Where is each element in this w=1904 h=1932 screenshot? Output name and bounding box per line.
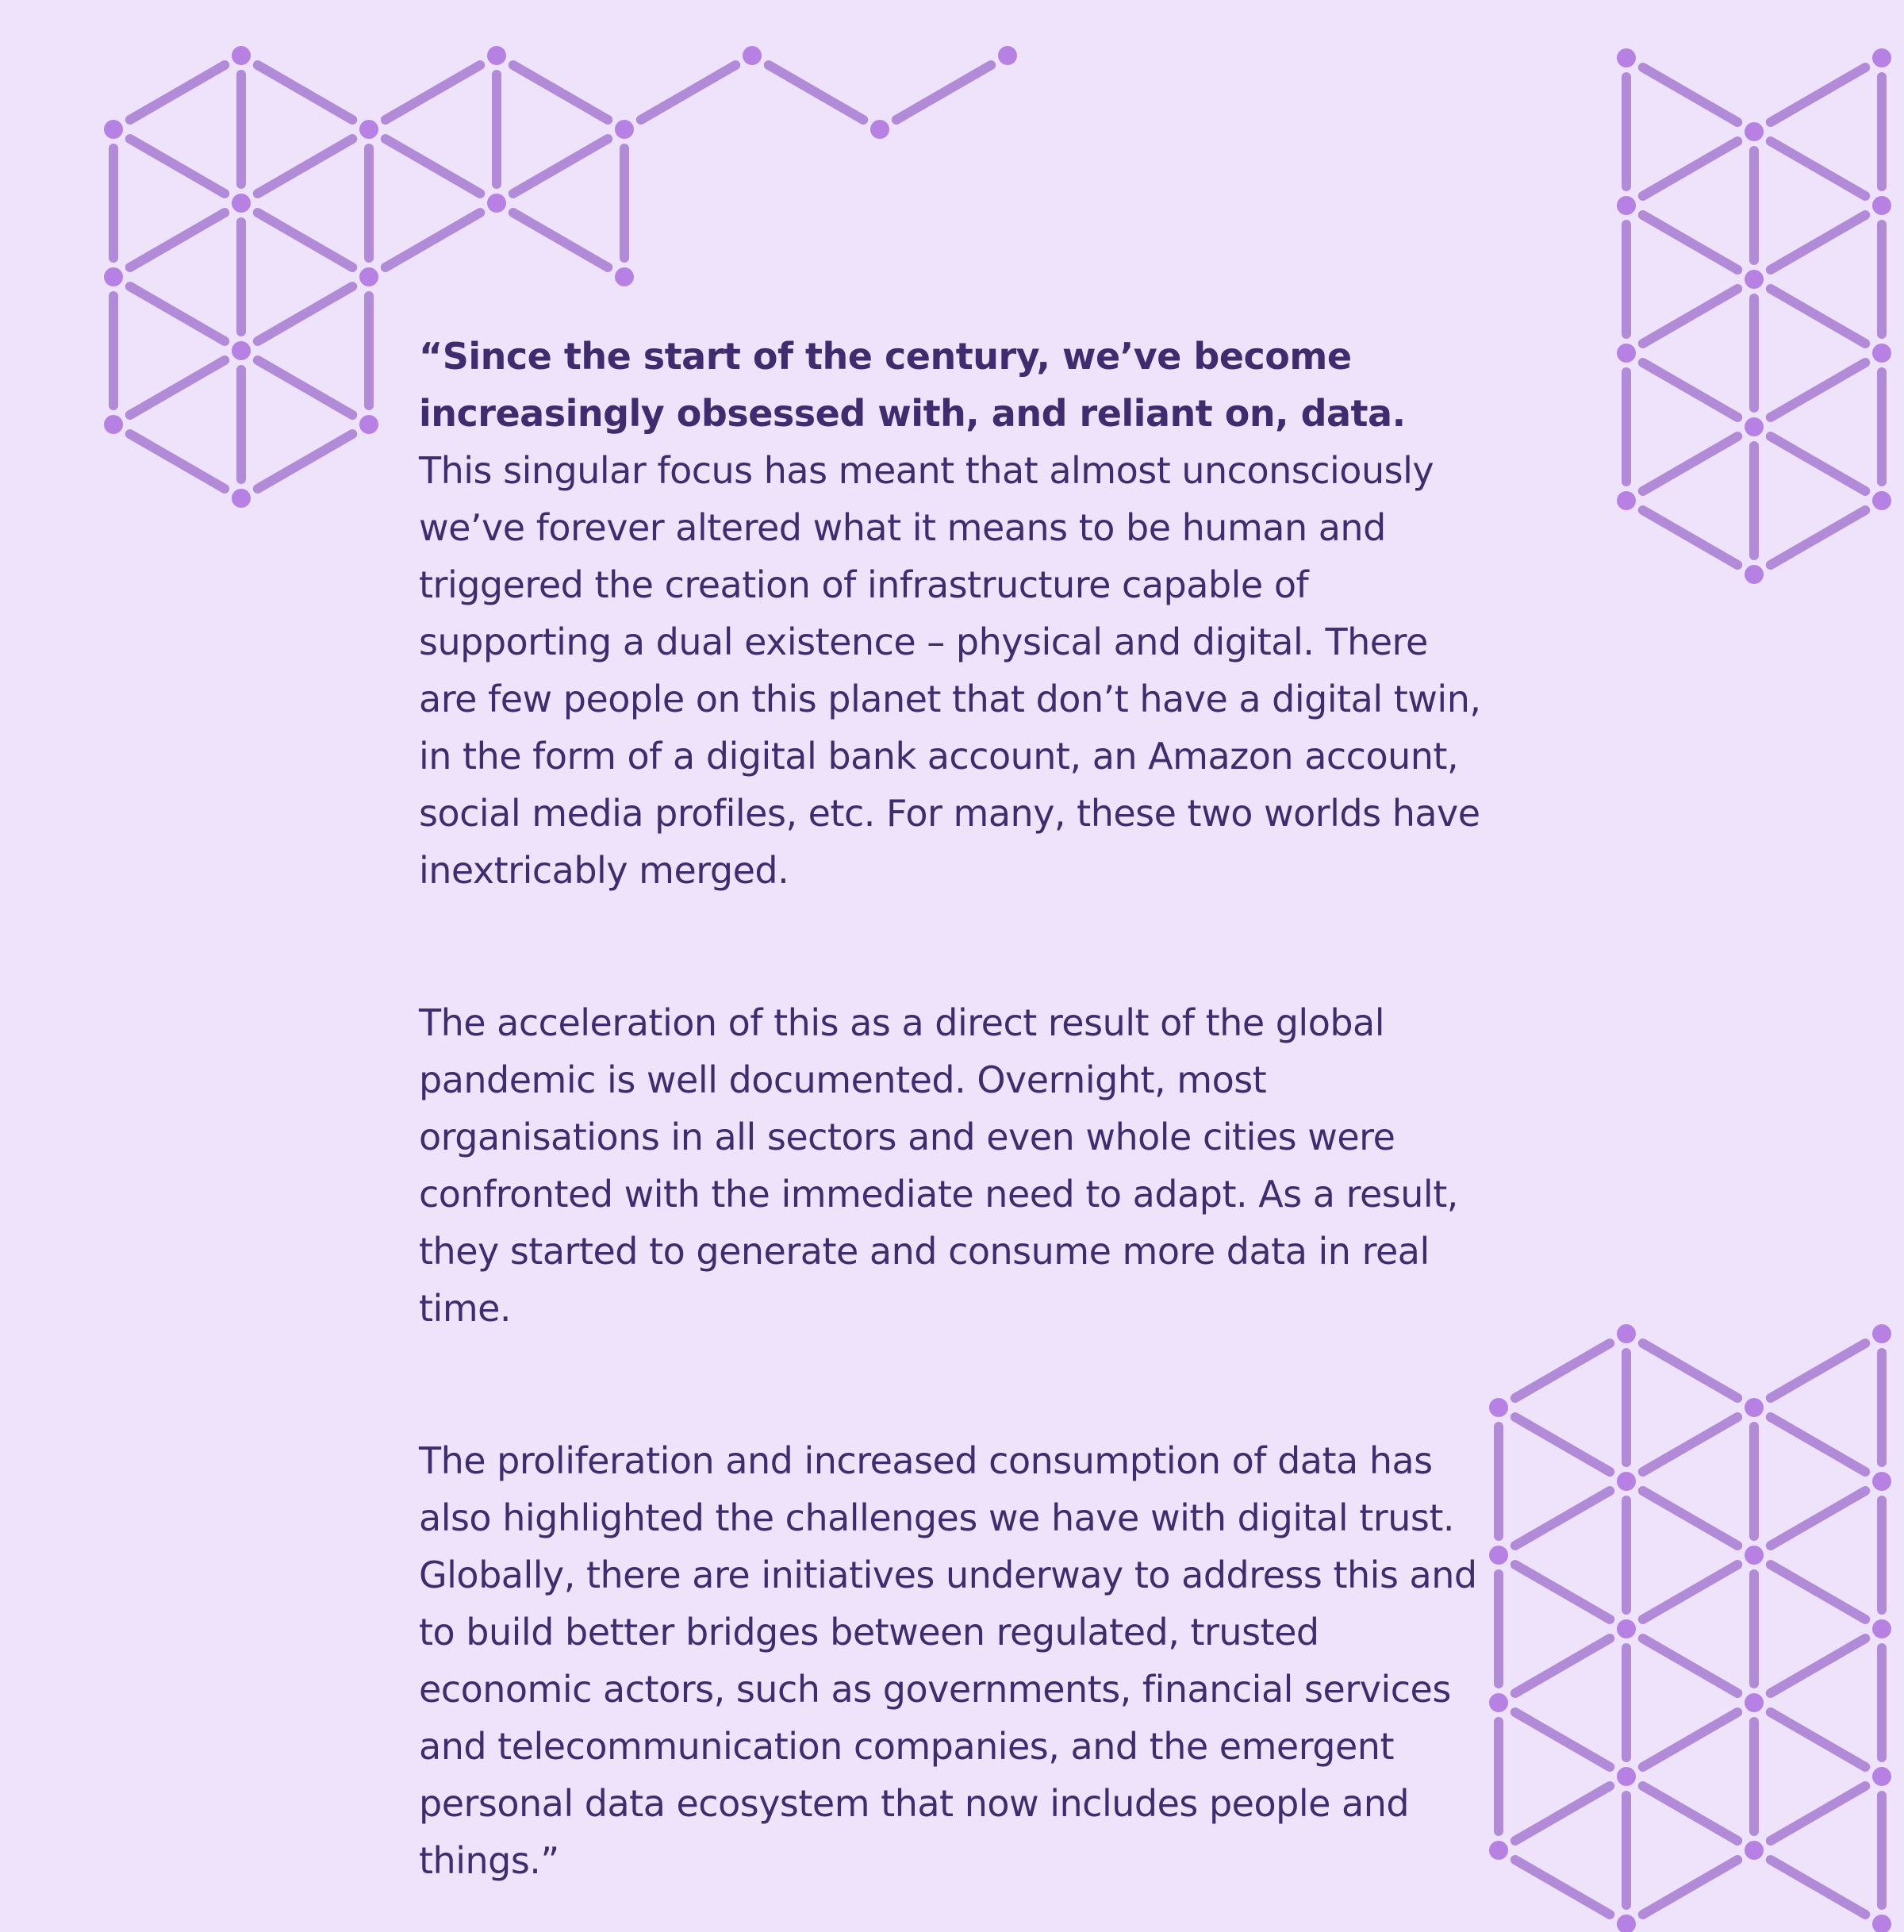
pattern-line — [1771, 1565, 1865, 1619]
pattern-line — [1771, 1417, 1865, 1472]
pattern-line — [1771, 1860, 1865, 1915]
pattern-dot — [1745, 1398, 1764, 1417]
pattern-dot — [998, 46, 1017, 65]
pattern-line — [1771, 67, 1865, 122]
pattern-dot — [487, 46, 506, 65]
pattern-line — [1643, 1565, 1737, 1619]
pattern-line — [1771, 510, 1865, 565]
pattern-dot — [1617, 491, 1636, 510]
pattern-line — [258, 360, 352, 415]
pattern-line — [1771, 436, 1865, 491]
pattern-line — [1771, 289, 1865, 344]
pattern-line — [1771, 1786, 1865, 1841]
pattern-line — [258, 139, 352, 194]
pattern-dot — [232, 489, 251, 508]
pattern-dot — [1617, 48, 1636, 67]
pattern-line — [386, 213, 480, 267]
pattern-dot — [1745, 122, 1764, 141]
pattern-dot — [1489, 1546, 1508, 1565]
pattern-dot — [1872, 344, 1891, 363]
pattern-line — [1515, 1860, 1610, 1915]
pattern-line — [1643, 1860, 1737, 1915]
pattern-line — [130, 65, 225, 120]
quote-paragraph-2: The acceleration of this as a direct result of the global pandemic is well documented. Overnight, most organisations in all sectors and even whole cities were confronted with the immediate need to adapt. As a result, they started to generate and consume more data in real time. — [419, 1001, 1458, 1330]
pattern-line — [1515, 1712, 1610, 1767]
pattern-line — [1515, 1491, 1610, 1546]
pattern-line — [1643, 141, 1737, 196]
pattern-line — [1515, 1638, 1610, 1693]
pattern-line — [1643, 67, 1737, 122]
pattern-line — [1643, 1491, 1737, 1546]
pattern-line — [258, 434, 352, 489]
pattern-dot — [1745, 565, 1764, 584]
pattern-dot — [1745, 1693, 1764, 1712]
pattern-dot — [1872, 1472, 1891, 1491]
pattern-line — [258, 213, 352, 267]
pattern-dot — [232, 341, 251, 360]
pattern-dot — [359, 267, 378, 286]
quote-paragraph-1 — [419, 328, 1482, 899]
pattern-line — [769, 65, 863, 120]
pattern-line — [1771, 1491, 1865, 1546]
pattern-line — [130, 286, 225, 341]
pattern-line — [513, 139, 608, 194]
pattern-dot — [1617, 1767, 1636, 1786]
pattern-dot — [1617, 1472, 1636, 1491]
pattern-dot — [1617, 1619, 1636, 1638]
pattern-dot — [1872, 1324, 1891, 1343]
pattern-line — [1643, 1712, 1737, 1767]
pattern-dot — [1745, 270, 1764, 289]
pattern-line — [896, 65, 991, 120]
pattern-dot — [1872, 48, 1891, 67]
pattern-line — [1643, 215, 1737, 270]
pattern-line — [130, 213, 225, 267]
pattern-line — [1771, 1343, 1865, 1398]
pattern-dot — [359, 120, 378, 139]
pattern-dot — [1489, 1693, 1508, 1712]
pattern-dot — [104, 120, 123, 139]
pattern-dot — [1489, 1841, 1508, 1860]
pattern-dot — [232, 194, 251, 213]
pattern-dot — [1617, 344, 1636, 363]
quote-bold-lead: “Since the start of the century, we’ve become increasingly obsessed with, and reliant on, data. — [419, 335, 1406, 435]
pattern-dot — [1617, 1915, 1636, 1932]
pattern-dot — [743, 46, 762, 65]
pattern-dot — [615, 120, 634, 139]
pattern-line — [1643, 436, 1737, 491]
pattern-dot — [1745, 1841, 1764, 1860]
pattern-dot — [232, 46, 251, 65]
pattern-line — [1771, 1712, 1865, 1767]
pattern-line — [1771, 363, 1865, 417]
pattern-line — [1643, 1343, 1737, 1398]
pattern-line — [1515, 1786, 1610, 1841]
pattern-line — [130, 434, 225, 489]
quote-paragraph-3: The proliferation and increased consumption of data has also highlighted the challenges we have with digital trust. Globally, there are initiatives underway to address this and to build better bridges between regulated, trusted economic actors, such as governments, financial services and telecommunication companies, and the emergent personal data ecosystem that now includes people and things.” — [419, 1439, 1477, 1882]
pattern-line — [1515, 1343, 1610, 1398]
pattern-line — [1643, 289, 1737, 344]
pattern-line — [1771, 1638, 1865, 1693]
pattern-line — [1771, 215, 1865, 270]
pattern-line — [1771, 141, 1865, 196]
quote-block — [419, 328, 1482, 1889]
pattern-dot — [104, 267, 123, 286]
pattern-dot — [359, 415, 378, 434]
pattern-line — [513, 213, 608, 267]
pattern-dot — [104, 415, 123, 434]
pattern-dot — [1617, 196, 1636, 215]
pattern-line — [1643, 1786, 1737, 1841]
pattern-line — [258, 65, 352, 120]
pattern-dot — [1872, 1767, 1891, 1786]
pattern-line — [1515, 1417, 1610, 1472]
pattern-line — [513, 65, 608, 120]
pattern-line — [1643, 363, 1737, 417]
pattern-line — [130, 139, 225, 194]
quote-paragraph-1-text: This singular focus has meant that almost unconsciously we’ve forever altered what it means to be human and triggered the creation of infrastructure capable of supporting a dual existence – physical and digital. There are few people on this planet that don’t have a digital twin, in the form of a digital bank account, an Amazon account, social media profiles, etc. For many, these two worlds have inextricably merged. — [419, 449, 1481, 892]
pattern-dot — [1872, 196, 1891, 215]
pattern-dot — [870, 120, 889, 139]
pattern-dot — [1745, 1546, 1764, 1565]
pattern-line — [1643, 510, 1737, 565]
pattern-dot — [1872, 1915, 1891, 1932]
pattern-line — [130, 360, 225, 415]
pattern-line — [386, 139, 480, 194]
pattern-dot — [615, 267, 634, 286]
pattern-line — [386, 65, 480, 120]
pattern-line — [1515, 1565, 1610, 1619]
pattern-dot — [1617, 1324, 1636, 1343]
pattern-dot — [1489, 1398, 1508, 1417]
pattern-dot — [1872, 1619, 1891, 1638]
pattern-line — [641, 65, 735, 120]
pattern-line — [1643, 1417, 1737, 1472]
pattern-line — [1643, 1638, 1737, 1693]
pattern-dot — [1745, 417, 1764, 436]
pattern-line — [258, 286, 352, 341]
pattern-dot — [487, 194, 506, 213]
pattern-dot — [1872, 491, 1891, 510]
